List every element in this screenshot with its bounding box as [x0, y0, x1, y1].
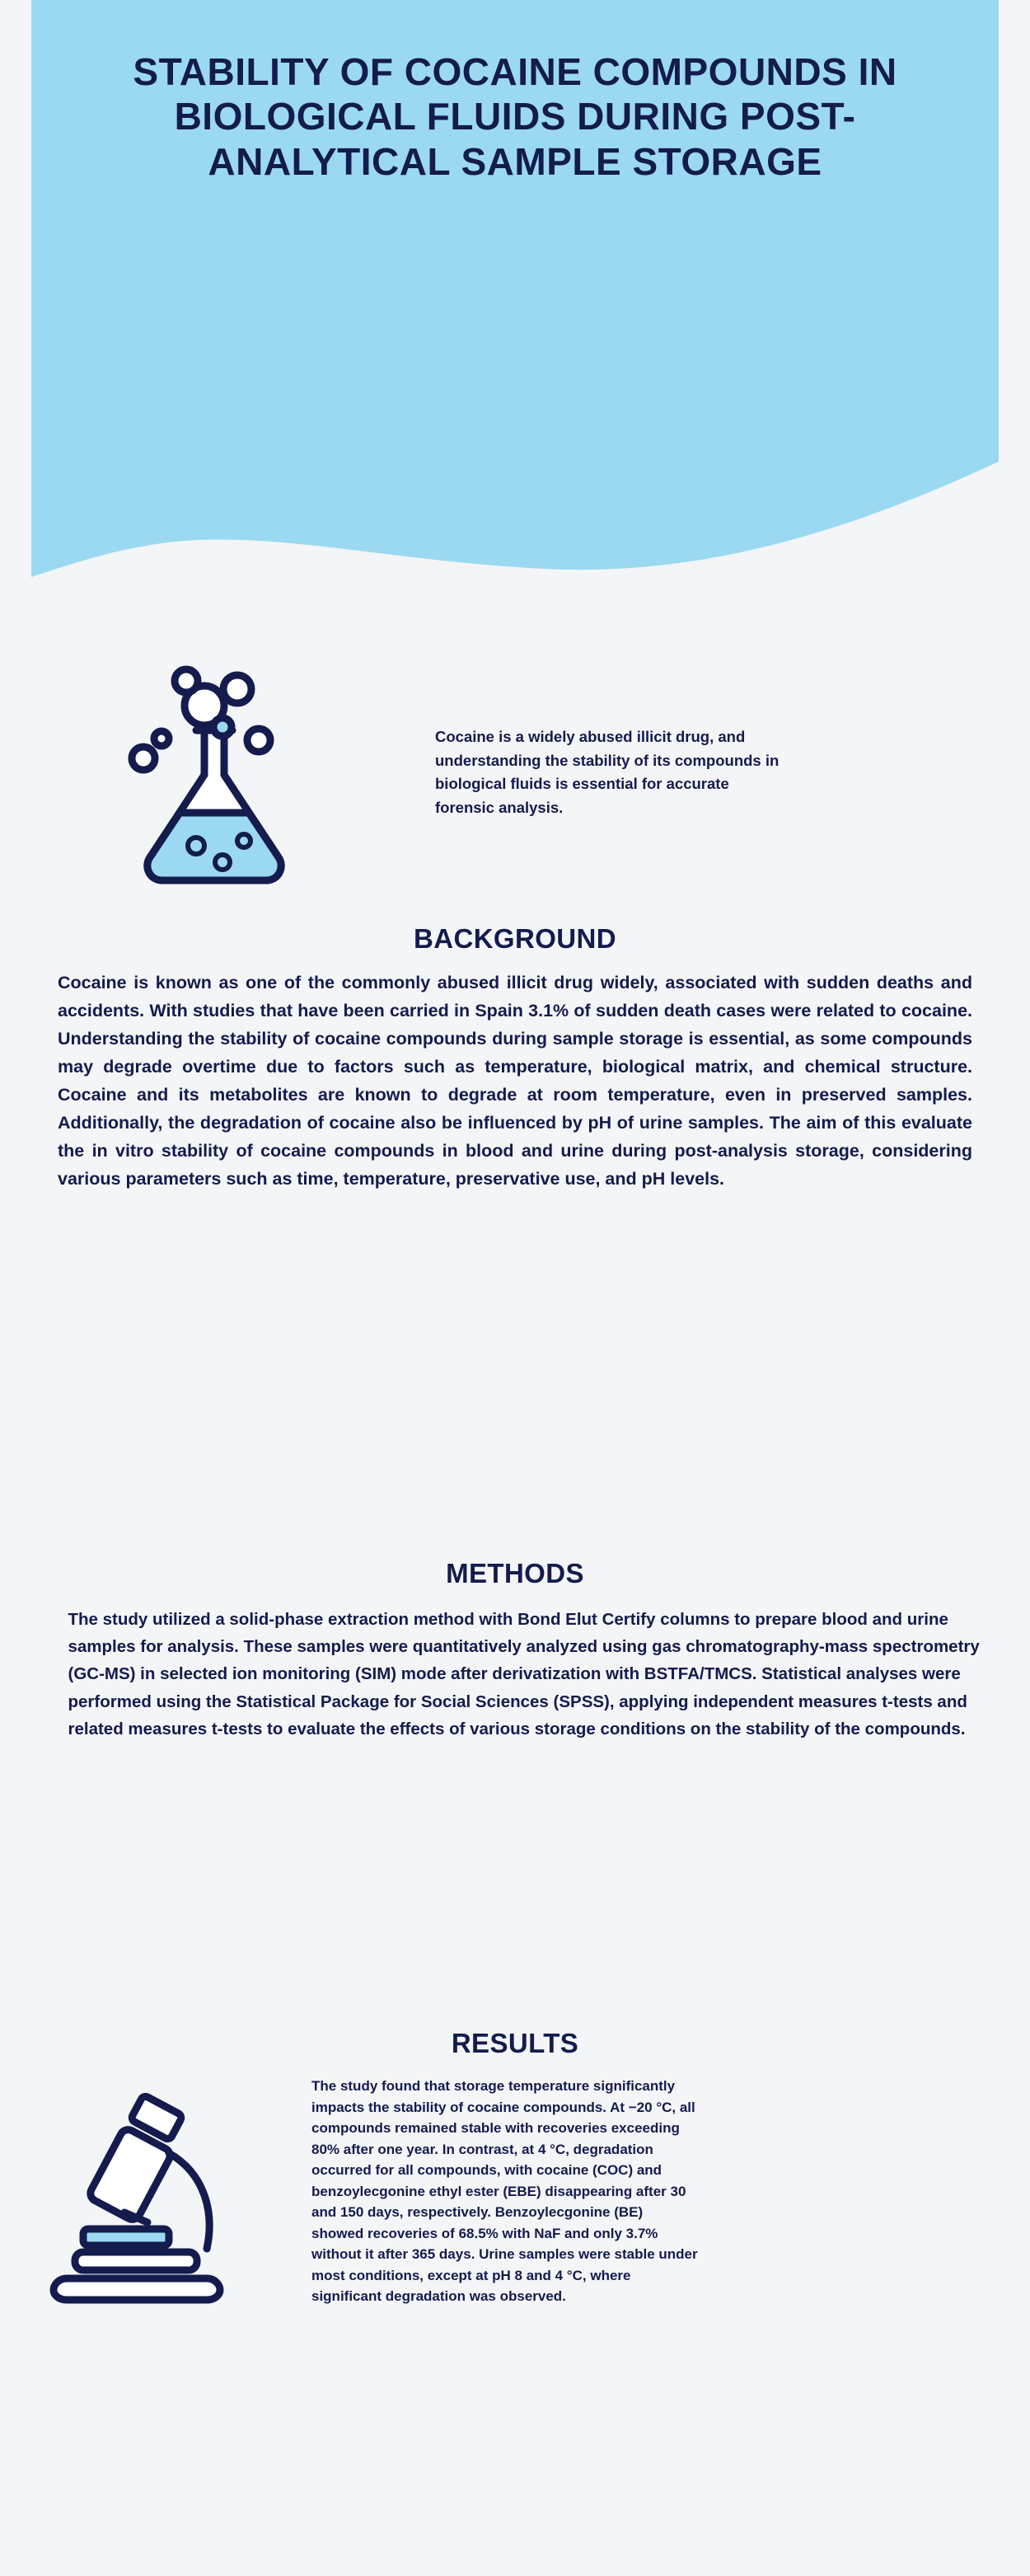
- methods-heading: METHODS: [446, 1558, 584, 1588]
- page-title: STABILITY OF COCAINE COMPOUNDS IN BIOLOGICAL FLUIDS DURING POST-ANALYTICAL SAMPLE STORAGE: [133, 50, 897, 183]
- background-body: Cocaine is known as one of the commonly abused illicit drug widely, associated with sudden deaths and accidents. With studies that have been carried in Spain 3.1% of sudden death cases were related to cocaine. Understanding the stability of cocaine compounds during sample storage is essential, as some compounds may degrade overtime due to factors such as temperature, biological matrix, and chemical structure. Cocaine and its metabolites are known to degrade at room temperature, even in preserved samples. Additionally, the degradation of cocaine also be influenced by pH of urine samples. The aim of this evaluate the in vitro stability of cocaine compounds in blood and urine during post-analysis storage, considering various parameters such as time, temperature, preservative use, and pH levels.: [58, 973, 972, 1189]
- results-section: [0, 2028, 1030, 2304]
- results-heading: RESULTS: [451, 2028, 579, 2058]
- background-section: [0, 923, 1030, 1194]
- intro-section: [0, 643, 1030, 923]
- methods-body: The study utilized a solid-phase extraction method with Bond Elut Certify columns to prepare blood and urine samples for analysis. These samples were quantitatively analyzed using gas chromatography-mass spectrometry (GC-MS) in selected ion monitoring (SIM) mode after derivatization with BSTFA/TMCS. Statistical analyses were performed using the Statistical Package for Social Sciences (SPSS), applying independent measures t-tests and related measures t-tests to evaluate the effects of various storage conditions on the stability of the compounds.: [68, 1610, 980, 1738]
- methods-section: [0, 1558, 1030, 1743]
- intro-text: Cocaine is a widely abused illicit drug, and understanding the stability of its compounds in biological fluids is essential for accurate forensic analysis.: [435, 728, 780, 817]
- results-body: The study found that storage temperature significantly impacts the stability of cocaine compounds. At −20 °C, all compounds remained stable with recoveries exceeding 80% after one year. In contrast, at 4 °C, degradation occurred for all compounds, with cocaine (COC) and benzoylecgonine ethyl ester (EBE) disappearing after 30 and 150 days, respectively. Benzoylecgonine (BE) showed recoveries of 68.5% with NaF and only 3.7% without it after 365 days. Urine samples were stable under most conditions, except at pH 8 and 4 °C, where significant degradation was observed.: [311, 2078, 698, 2304]
- microscope-icon: [45, 2087, 293, 2318]
- background-heading: BACKGROUND: [414, 923, 616, 954]
- flask-icon: [107, 651, 338, 907]
